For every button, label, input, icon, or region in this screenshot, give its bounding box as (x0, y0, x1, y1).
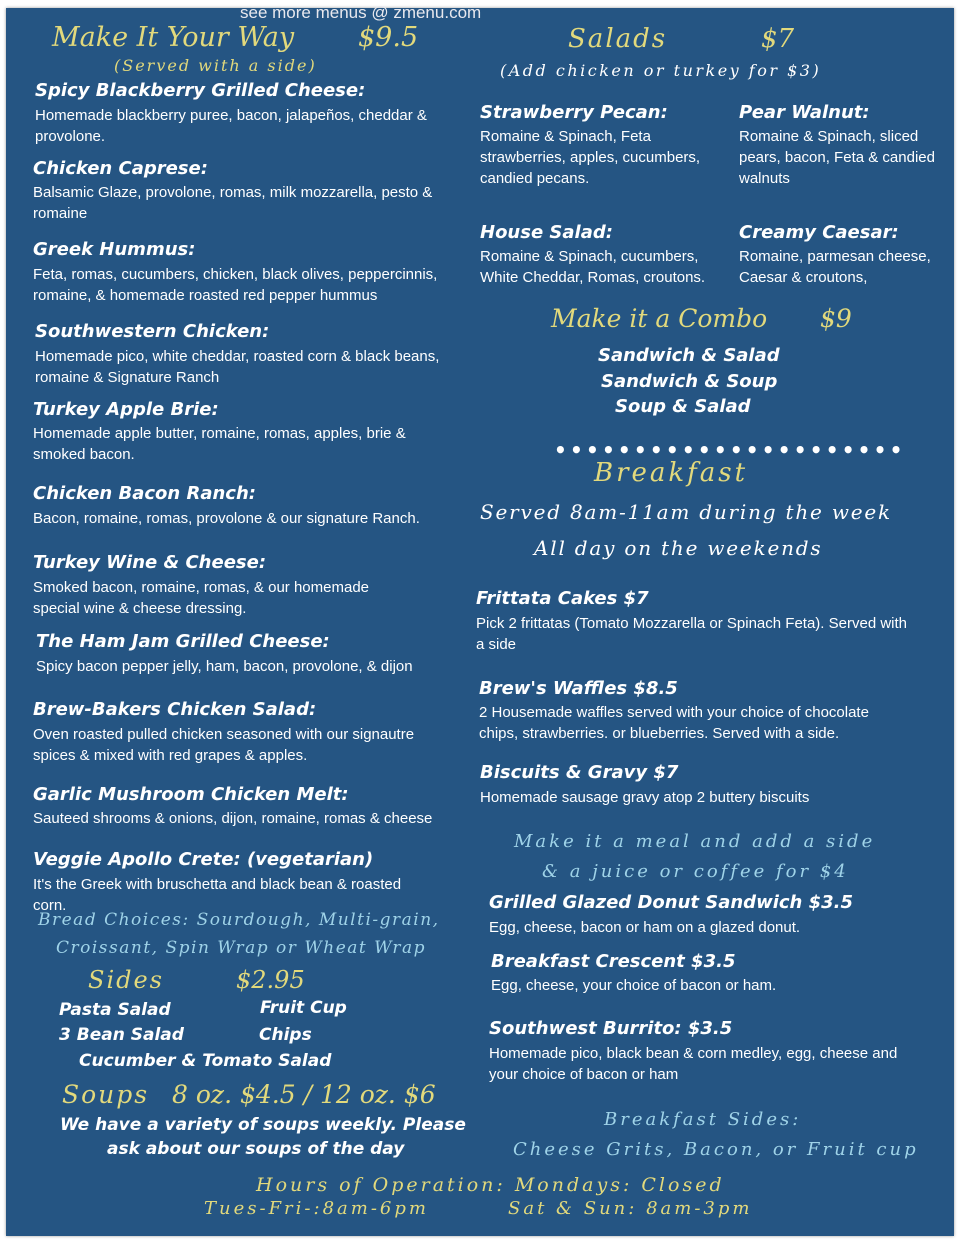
menu-item-name: Turkey Wine & Cheese: (33, 552, 267, 573)
salad-name: Strawberry Pecan: (480, 102, 668, 123)
combo-option: Soup & Salad (615, 396, 751, 417)
menu-item-desc: Spicy bacon pepper jelly, ham, bacon, provolone, & dijon (36, 658, 413, 675)
breakfast-sides-list: Cheese Grits, Bacon, or Fruit cup (513, 1139, 919, 1160)
menu-item-name: Chicken Bacon Ranch: (33, 483, 256, 504)
sides-price: $2.95 (236, 966, 305, 994)
breakfast-hours-line1: Served 8am-11am during the week (480, 500, 892, 524)
soups-price: 8 oz. $4.5 / 12 oz. $6 (172, 1080, 436, 1109)
salad-desc: Romaine & Spinach, cucumbers, White Cheddar, Romas, croutons. (480, 248, 706, 286)
menu-item-desc: It's the Greek with bruschetta and black bean & roasted corn. (33, 876, 402, 914)
breakfast-item-desc: Homemade pico, black bean & corn medley, egg, cheese and your choice of bacon or ham (489, 1045, 898, 1083)
meal-addon-line2: & a juice or coffee for $4 (542, 861, 849, 882)
side-item: 3 Bean Salad (59, 1025, 184, 1045)
salad-desc: Romaine, parmesan cheese, Caesar & croutons, (739, 248, 931, 286)
menu-item-desc: Sauteed shrooms & onions, dijon, romaine, romas & cheese (33, 810, 433, 827)
side-item: Chips (259, 1025, 312, 1045)
sides-title: Sides (88, 966, 164, 994)
salad-name: Pear Walnut: (739, 102, 870, 123)
soups-title: Soups (62, 1080, 150, 1109)
bread-choices-line1: Bread Choices: Sourdough, Multi-grain, (38, 910, 440, 930)
menu-item-name: Garlic Mushroom Chicken Melt: (33, 784, 349, 805)
breakfast-item-name: Southwest Burrito: $3.5 (489, 1018, 733, 1039)
menu-item-name: Spicy Blackberry Grilled Cheese: (35, 80, 366, 101)
menu-item-desc: Homemade blackberry puree, bacon, jalapeños, cheddar & provolone. (35, 107, 427, 145)
breakfast-item-desc: Pick 2 frittatas (Tomato Mozzarella or Spinach Feta). Served with a side (476, 615, 908, 653)
salads-price: $7 (761, 24, 795, 54)
menu-item-name: Southwestern Chicken: (35, 321, 270, 342)
salad-name: Creamy Caesar: (739, 222, 899, 243)
hours-weekend: Sat & Sun: 8am-3pm (508, 1198, 753, 1219)
soups-note-line2: ask about our soups of the day (107, 1139, 405, 1159)
menu-item-desc: Bacon, romaine, romas, provolone & our signature Ranch. (33, 510, 420, 527)
menu-item-name: Veggie Apollo Crete: (vegetarian) (33, 849, 374, 870)
sandwich-section-title: Make It Your Way (52, 22, 295, 53)
menu-item-name: Greek Hummus: (33, 239, 196, 260)
menu-item-name: Brew-Bakers Chicken Salad: (33, 699, 317, 720)
menu-item-desc: Homemade apple butter, romaine, romas, apples, brie & smoked bacon. (33, 425, 406, 463)
hours-of-operation: Hours of Operation: Mondays: Closed (256, 1174, 725, 1196)
salads-title: Salads (568, 24, 668, 54)
combo-option: Sandwich & Soup (601, 371, 778, 392)
menu-item-name: Chicken Caprese: (33, 158, 208, 179)
breakfast-item-desc: Egg, cheese, your choice of bacon or ham. (491, 977, 777, 994)
soups-note-line1: We have a variety of soups weekly. Please (60, 1115, 466, 1135)
combo-price: $9 (820, 304, 852, 333)
menu-page (6, 8, 954, 1236)
breakfast-item-desc: Homemade sausage gravy atop 2 buttery biscuits (480, 789, 810, 806)
breakfast-item-name: Breakfast Crescent $3.5 (491, 951, 736, 972)
side-item: Pasta Salad (59, 1000, 171, 1020)
menu-item-desc: Homemade pico, white cheddar, roasted corn & black beans, romaine & Signature Ranch (35, 348, 440, 386)
menu-item-desc: Balsamic Glaze, provolone, romas, milk mozzarella, pesto & romaine (33, 184, 433, 222)
salad-desc: Romaine & Spinach, sliced pears, bacon, Feta & candied walnuts (739, 128, 935, 187)
side-item: Cucumber & Tomato Salad (79, 1051, 332, 1071)
breakfast-hours-line2: All day on the weekends (534, 536, 823, 560)
breakfast-item-desc: Egg, cheese, bacon or ham on a glazed donut. (489, 919, 801, 936)
menu-item-name: Turkey Apple Brie: (33, 399, 219, 420)
menu-item-name: The Ham Jam Grilled Cheese: (36, 631, 330, 652)
breakfast-item-name: Grilled Glazed Donut Sandwich $3.5 (489, 892, 854, 913)
breakfast-item-name: Frittata Cakes $7 (476, 588, 649, 609)
breakfast-sides-title: Breakfast Sides: (604, 1109, 802, 1130)
menu-item-desc: Smoked bacon, romaine, romas, & our homemade special wine & cheese dressing. (33, 579, 369, 617)
sandwich-section-price: $9.5 (358, 22, 419, 53)
salad-desc: Romaine & Spinach, Feta strawberries, apples, cucumbers, candied pecans. (480, 128, 701, 187)
breakfast-item-desc: 2 Housemade waffles served with your choice of chocolate chips, strawberries. or blueberries. Served with a side. (479, 704, 869, 742)
bread-choices-line2: Croissant, Spin Wrap or Wheat Wrap (56, 938, 427, 958)
breakfast-item-name: Biscuits & Gravy $7 (480, 762, 679, 783)
meal-addon-line1: Make it a meal and add a side (514, 831, 876, 852)
menu-item-desc: Oven roasted pulled chicken seasoned with our signautre spices & mixed with red grapes & apples. (33, 726, 415, 764)
combo-option: Sandwich & Salad (598, 345, 780, 366)
breakfast-title: Breakfast (594, 458, 749, 488)
watermark-link[interactable]: see more menus @ zmenu.com (240, 3, 482, 22)
hours-weekday: Tues-Fri-:8am-6pm (204, 1198, 429, 1219)
sandwich-section-subtitle: (Served with a side) (114, 56, 317, 75)
breakfast-item-name: Brew's Waffles $8.5 (479, 678, 678, 699)
combo-title: Make it a Combo (551, 304, 768, 333)
salad-name: House Salad: (480, 222, 613, 243)
menu-item-desc: Feta, romas, cucumbers, chicken, black olives, peppercinnis, romaine, & homemade roasted red pepper hummus (33, 266, 438, 304)
salads-subtitle: (Add chicken or turkey for $3) (500, 61, 822, 80)
side-item: Fruit Cup (260, 998, 347, 1018)
dotted-divider: •••••••••••••••••••••• (554, 438, 906, 462)
